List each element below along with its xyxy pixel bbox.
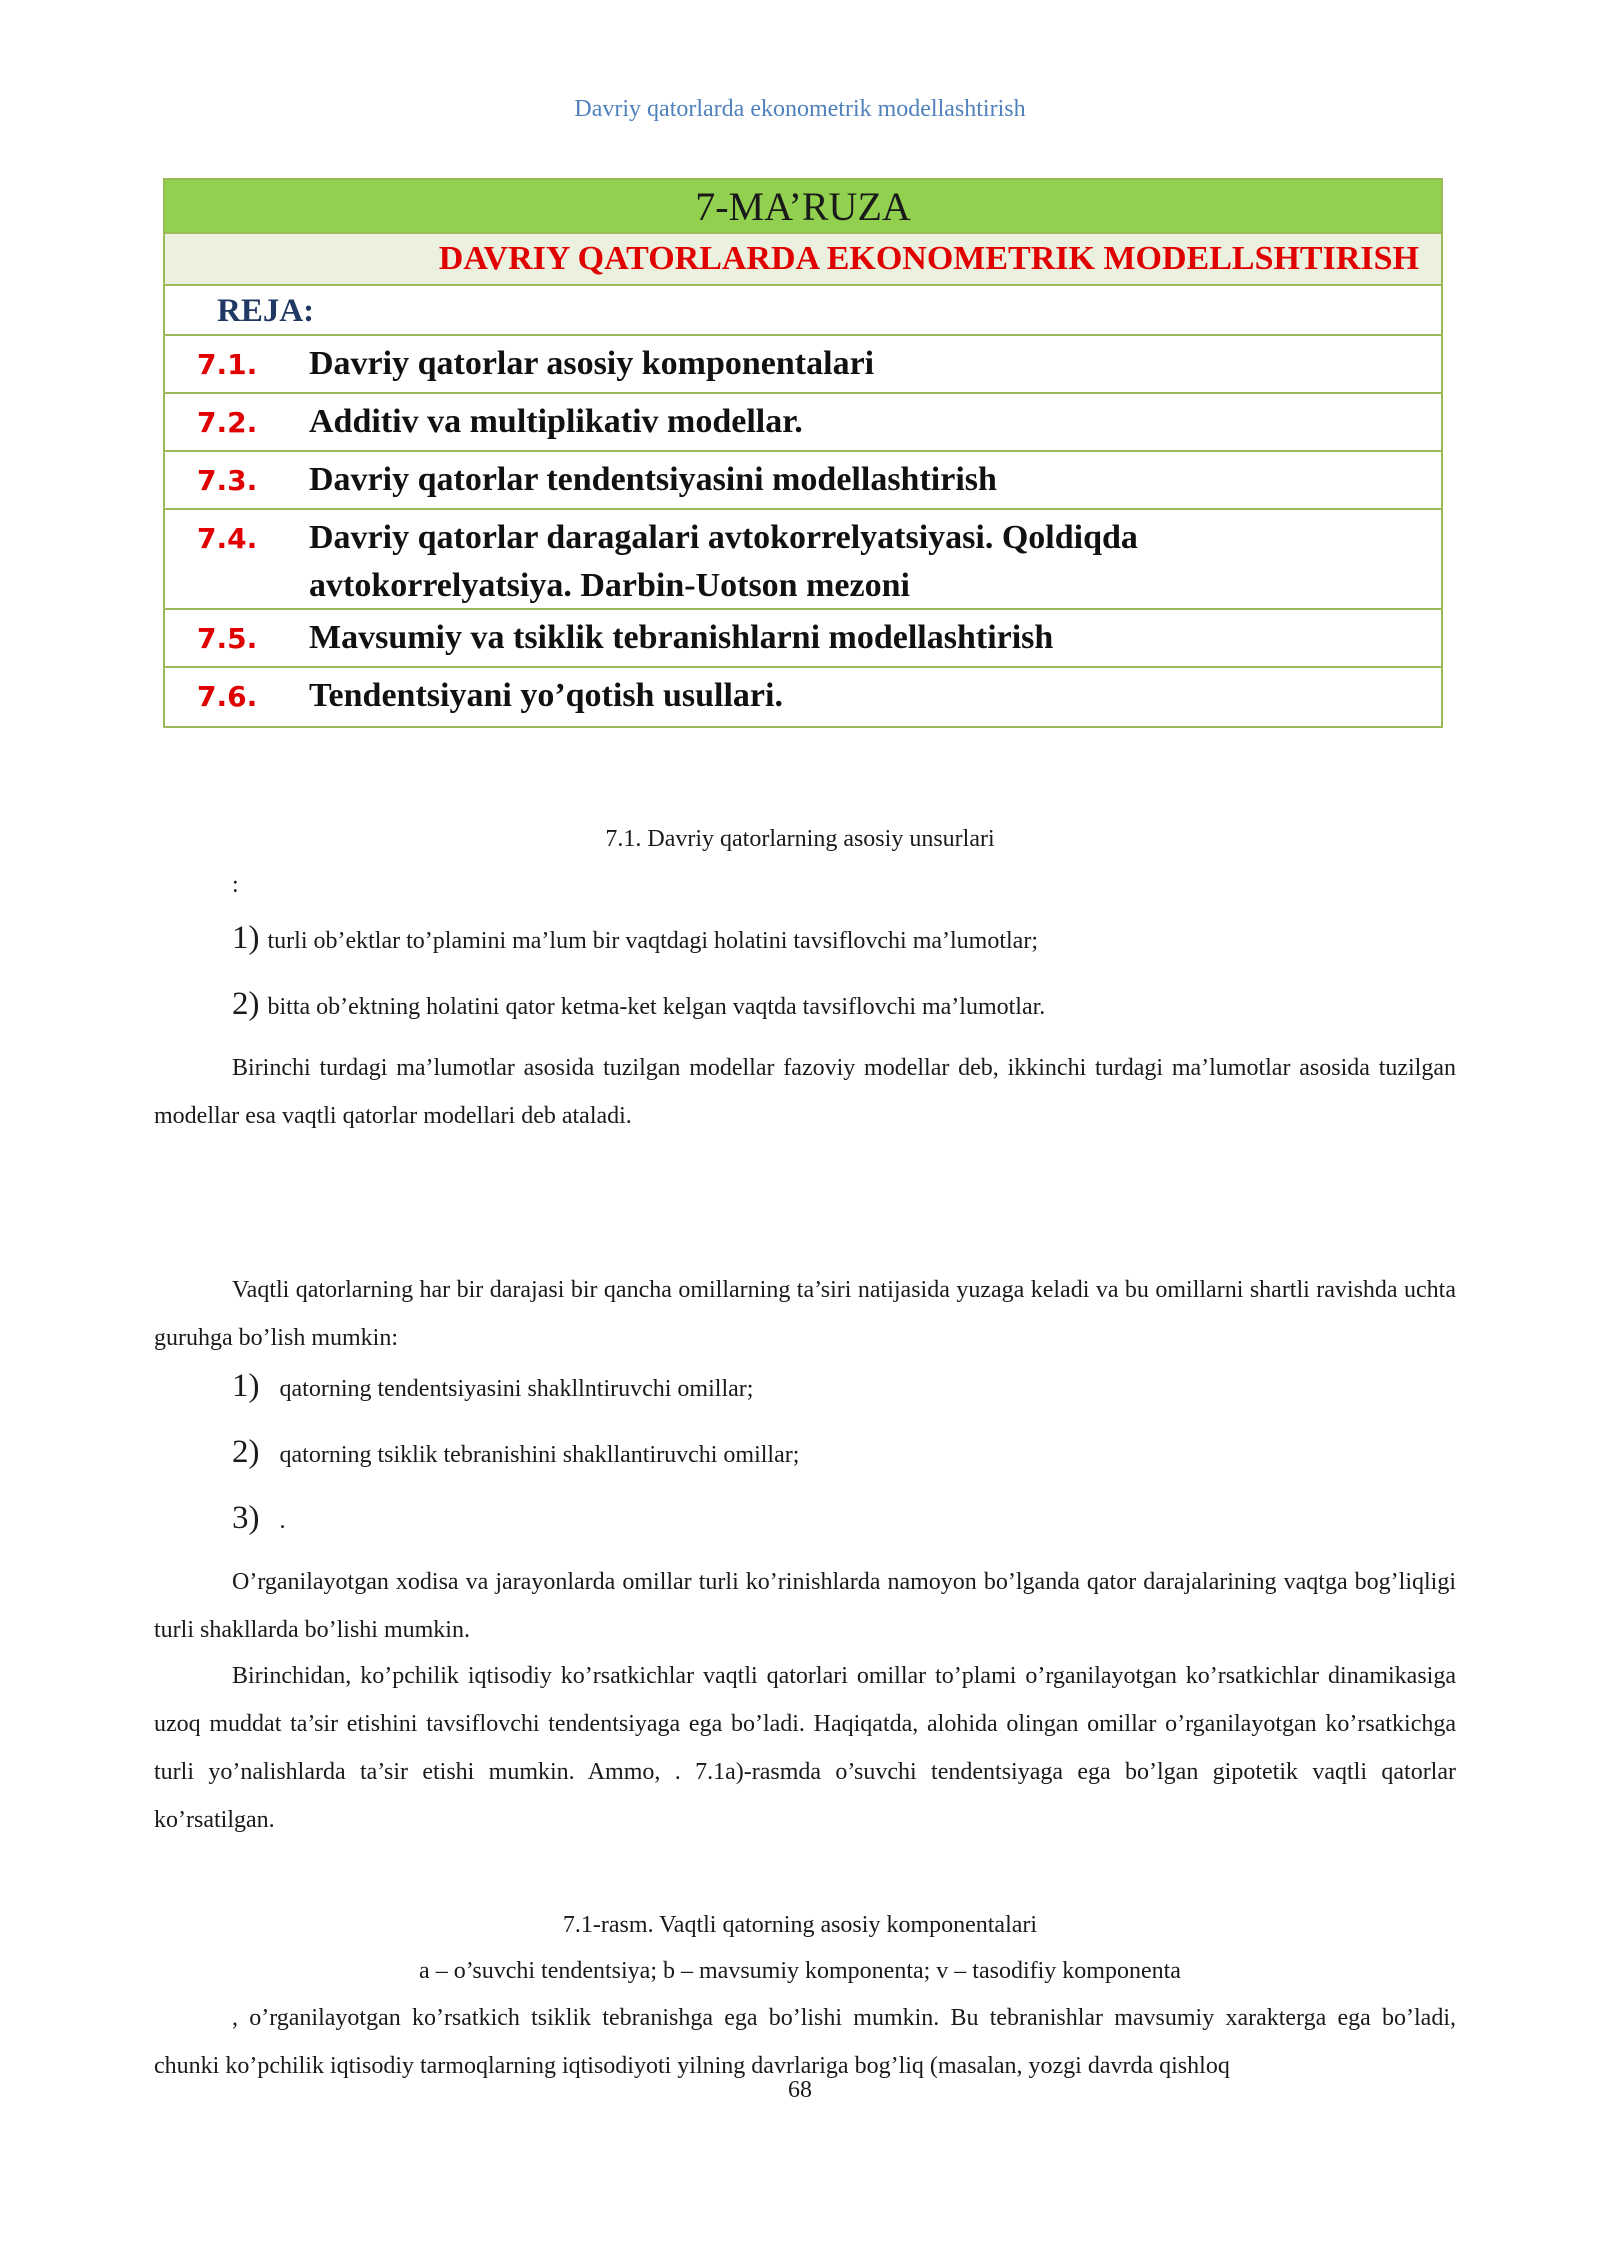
plan-item: Additiv va multiplikativ modellar. — [309, 403, 803, 440]
list-number: 1) — [232, 920, 260, 956]
plan-item: Davriy qatorlar daragalari avtokorrelyatsiyasi. Qoldiqda avtokorrelyatsiya. Darbin-Uotson mezoni — [309, 519, 1138, 604]
figure-subcaption: a – o’suvchi tendentsiya; b – mavsumiy komponenta; v – tasodifiy komponenta — [419, 1958, 1181, 1984]
list-item — [232, 986, 1045, 1023]
list-item — [232, 1500, 286, 1537]
list-number: 3) — [232, 1500, 260, 1536]
running-header: Davriy qatorlarda ekonometrik modellashtirish — [574, 96, 1026, 122]
list-item — [232, 920, 1038, 957]
plan-row — [165, 610, 1441, 668]
plan-item: Davriy qatorlar asosiy komponentalari — [309, 345, 875, 382]
list-text: qatorning tendentsiyasini shakllntiruvchi omillar; — [279, 1376, 754, 1402]
plan-row — [165, 510, 1441, 610]
plan-item: Davriy qatorlar tendentsiyasini modellashtirish — [309, 461, 997, 498]
list-text: turli ob’ektlar to’plamini ma’lum bir vaqtdagi holatini tavsiflovchi ma’lumotlar; — [267, 928, 1038, 954]
plan-label: REJA: — [165, 286, 1441, 336]
list-text: . — [279, 1508, 286, 1534]
plan-number: 7.2. — [197, 406, 258, 439]
page-number: 68 — [788, 2077, 812, 2103]
list-text: qatorning tsiklik tebranishini shakllantiruvchi omillar; — [279, 1442, 800, 1468]
plan-number: 7.5. — [197, 622, 258, 655]
paragraph: Birinchidan, ko’pchilik iqtisodiy ko’rsatkichlar vaqtli qatorlari omillar to’plami o’rganilayotgan ko’rsatkichlar dinamikasiga uzoq muddat ta’sir etishini tavsiflovchi tendentsiyaga ega bo’ladi. Haqiqatda, alohida olingan omillar o’rganilayotgan ko’rsatkichga turli yo’nalishlarda ta’sir etishi mumkin. Ammo, . 7.1a)-rasmda o’suvchi tendentsiyaga ega bo’lgan gipotetik vaqtli qatorlar ko’rsatilgan. — [154, 1663, 1456, 1833]
paragraph: Birinchi turdagi ma’lumotlar asosida tuzilgan modellar fazoviy modellar deb, ikkinchi turdagi ma’lumotlar asosida tuzilgan modellar esa vaqtli qatorlar modellari deb ataladi. — [154, 1055, 1456, 1129]
plan-number: 7.1. — [197, 348, 258, 381]
stray-colon: : — [232, 872, 239, 898]
section-title: 7.1. Davriy qatorlarning asosiy unsurlari — [605, 826, 995, 852]
lecture-number: 7-MA’RUZA — [165, 180, 1441, 234]
plan-number: 7.6. — [197, 680, 258, 713]
plan-item: Tendentsiyani yo’qotish usullari. — [309, 677, 783, 714]
plan-number: 7.4. — [197, 522, 258, 555]
lecture-plan-table — [163, 178, 1443, 728]
plan-row — [165, 336, 1441, 394]
plan-row — [165, 668, 1441, 726]
plan-item: Mavsumiy va tsiklik tebranishlarni modellashtirish — [309, 619, 1054, 656]
plan-row — [165, 394, 1441, 452]
list-number: 2) — [232, 986, 260, 1022]
paragraph: Vaqtli qatorlarning har bir darajasi bir qancha omillarning ta’siri natijasida yuzaga keladi va bu omillarni shartli ravishda uchta guruhga bo’lish mumkin: — [154, 1277, 1456, 1351]
list-item — [232, 1434, 799, 1471]
list-item — [232, 1368, 753, 1405]
paragraph: O’rganilayotgan xodisa va jarayonlarda omillar turli ko’rinishlarda namoyon bo’lganda qator darajalarining vaqtga bog’liqligi turli shakllarda bo’lishi mumkin. — [154, 1569, 1456, 1643]
figure-caption: 7.1-rasm. Vaqtli qatorning asosiy komponentalari — [562, 1912, 1038, 1938]
list-number: 1) — [232, 1368, 260, 1404]
paragraph: , o’rganilayotgan ko’rsatkich tsiklik tebranishga ega bo’lishi mumkin. Bu tebranishlar mavsumiy xarakterga ega bo’ladi, chunki ko’pchilik iqtisodiy tarmoqlarning iqtisodiyoti yilning davrlariga bog’liq (masalan, yozgi davrda qishloq — [154, 2005, 1456, 2079]
plan-row — [165, 452, 1441, 510]
plan-number: 7.3. — [197, 464, 258, 497]
list-number: 2) — [232, 1434, 260, 1470]
list-text: bitta ob’ektning holatini qator ketma-ket kelgan vaqtda tavsiflovchi ma’lumotlar. — [267, 994, 1046, 1020]
lecture-title: DAVRIY QATORLARDA EKONOMETRIK MODELLSHTIRISH — [165, 234, 1441, 286]
